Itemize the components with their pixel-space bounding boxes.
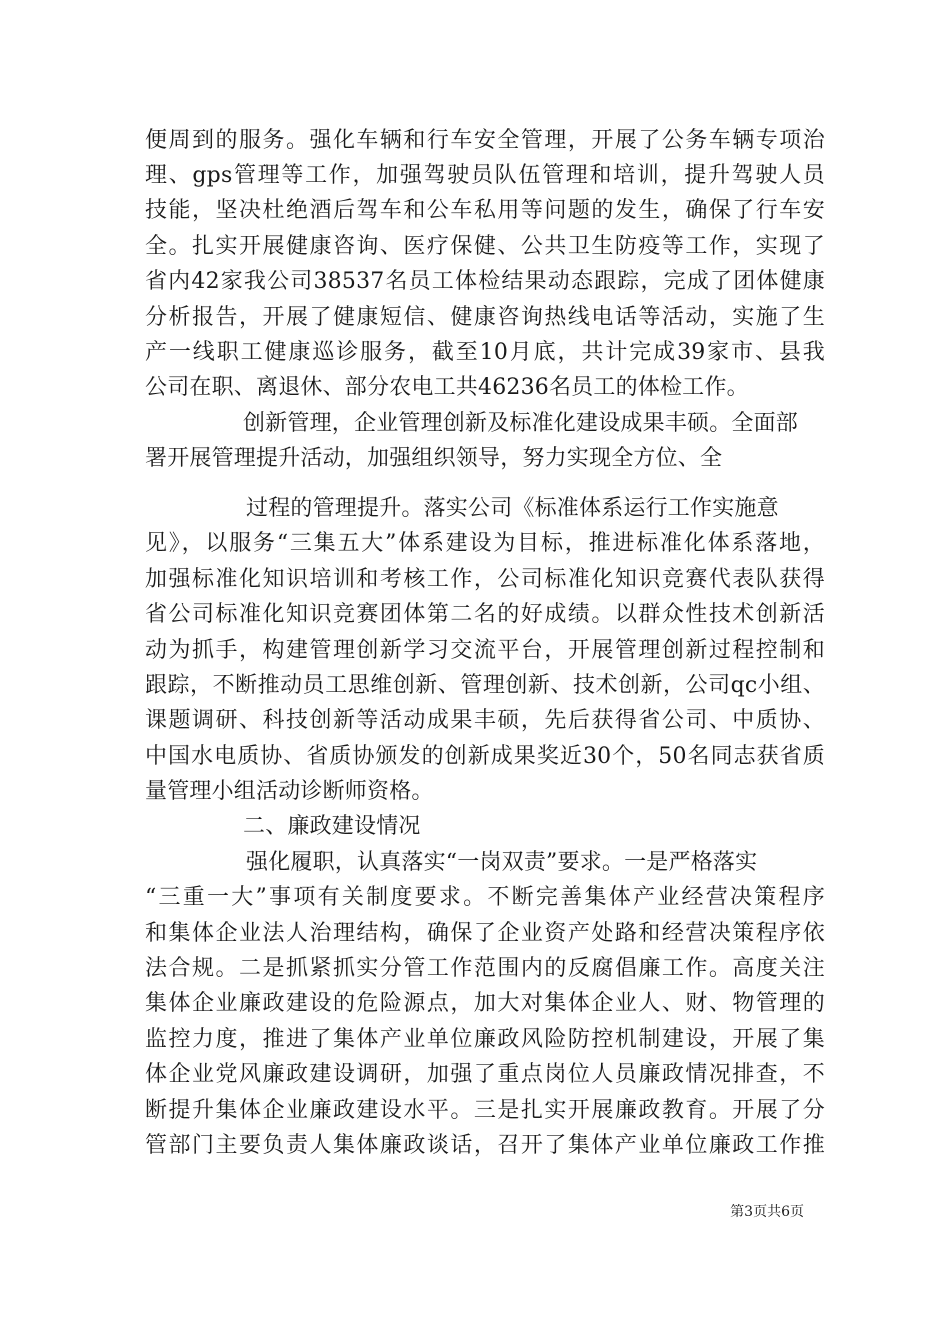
paragraph-start-line: 创新管理，企业管理创新及标准化建设成果丰硕。全面部 [243,411,799,436]
text-line: 分析报告，开展了健康短信、健康咨询热线电话等活动，实施了生 [145,305,825,330]
text-line: 便周到的服务。强化车辆和行车安全管理，开展了公务车辆专项治 [145,128,825,153]
text-line: 理、gps管理等工作，加强驾驶员队伍管理和培训，提升驾驶人员 [145,163,825,188]
paragraph-start-line: 强化履职，认真落实“一岗双责”要求。一是严格落实 [246,850,758,875]
text-line: 课题调研、科技创新等活动成果丰硕，先后获得省公司、中质协、 [145,708,825,733]
text-line: 省公司标准化知识竞赛团体第二名的好成绩。以群众性技术创新活 [145,602,825,627]
text-line: 断提升集体企业廉政建设水平。三是扎实开展廉政教育。开展了分 [145,1098,825,1123]
text-line: 中国水电质协、省质协颁发的创新成果奖近30个，50名同志获省质 [145,744,825,769]
text-line: 省内42家我公司38537名员工体检结果动态跟踪，完成了团体健康 [145,269,825,294]
text-line: 见》，以服务“三集五大”体系建设为目标，推进标准化体系落地， [145,531,825,556]
text-line: 监控力度，推进了集体产业单位廉政风险防控机制建设，开展了集 [145,1027,825,1052]
page-number: 第3页共6页 [730,1204,804,1220]
text-line: 法合规。二是抓紧抓实分管工作范围内的反腐倡廉工作。高度关注 [145,956,825,981]
section-heading: 二、廉政建设情况 [243,814,421,839]
text-line: 公司在职、离退休、部分农电工共46236名员工的体检工作。 [145,375,749,400]
text-line: 加强标准化知识培训和考核工作，公司标准化知识竞赛代表队获得 [145,567,825,592]
text-line: 集体企业廉政建设的危险源点，加大对集体企业人、财、物管理的 [145,991,825,1016]
text-line: 体企业党风廉政建设调研，加强了重点岗位人员廉政情况排查，不 [145,1062,825,1087]
text-line: 全。扎实开展健康咨询、医疗保健、公共卫生防疫等工作，实现了 [145,234,825,259]
text-line: 跟踪，不断推动员工思维创新、管理创新、技术创新，公司qc小组、 [145,673,825,698]
text-line: 署开展管理提升活动，加强组织领导，努力实现全方位、全 [145,446,723,471]
text-line: 动为抓手，构建管理创新学习交流平台，开展管理创新过程控制和 [145,638,825,663]
text-line: 技能，坚决杜绝酒后驾车和公车私用等问题的发生，确保了行车安 [145,198,825,223]
text-line: 过程的管理提升。落实公司《标准体系运行工作实施意 [246,496,779,521]
text-line: 产一线职工健康巡诊服务，截至10月底，共计完成39家市、县我 [145,340,825,365]
text-line: 量管理小组活动诊断师资格。 [145,779,434,804]
text-line: 和集体企业法人治理结构，确保了企业资产处路和经营决策程序依 [145,921,825,946]
text-line: “三重一大”事项有关制度要求。不断完善集体产业经营决策程序 [145,885,825,910]
text-line: 管部门主要负责人集体廉政谈话，召开了集体产业单位廉政工作推 [145,1133,825,1158]
